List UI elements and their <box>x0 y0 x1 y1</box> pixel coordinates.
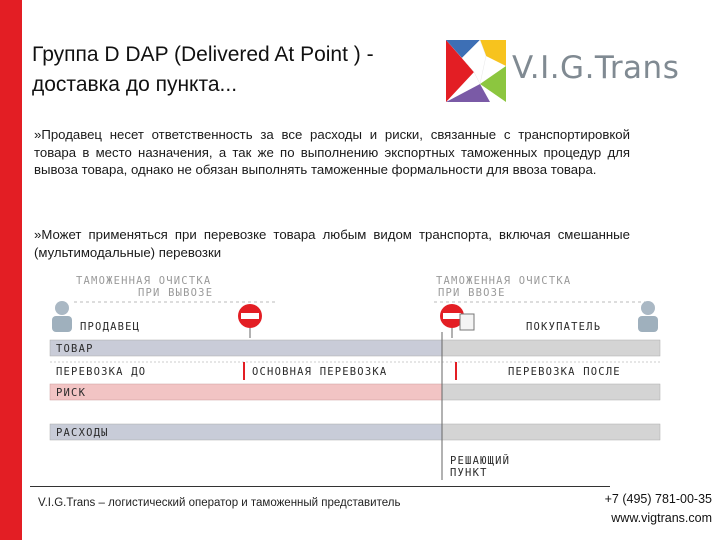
risk-band-buyer <box>442 384 660 400</box>
on-carriage-label: ПЕРЕВОЗКА ПОСЛЕ <box>508 366 621 378</box>
footer-company-tagline: V.I.G.Trans – логистический оператор и таможенный представитель <box>38 497 401 509</box>
costs-band-seller <box>50 424 442 440</box>
paragraph-transport-modes: »Может применяться при перевозке товара любым видом транспорта, включая смешанные (мультимодальные) перевозки <box>34 227 630 260</box>
export-stop-sign-icon <box>238 304 262 338</box>
left-accent-bar <box>0 0 22 540</box>
costs-band-buyer <box>442 424 660 440</box>
seller-label: ПРОДАВЕЦ <box>80 321 141 333</box>
logo-wordmark: V.I.G.Trans <box>512 50 680 86</box>
footer-website-link[interactable]: www.vigtrans.com <box>611 511 712 525</box>
logo-mark-icon <box>440 36 510 108</box>
title-line-2: доставка до пункта... <box>32 73 238 96</box>
goods-label: ТОВАР <box>56 343 94 355</box>
pre-carriage-label: ПЕРЕВОЗКА ДО <box>56 366 147 378</box>
footer-phone[interactable]: +7 (495) 781-00-35 <box>604 492 712 506</box>
buyer-person-icon <box>638 301 658 332</box>
risk-band-seller <box>50 384 442 400</box>
seller-person-icon <box>52 301 72 332</box>
export-clearance-label-1: ТАМОЖЕННАЯ ОЧИСТКА <box>76 275 212 287</box>
buyer-label: ПОКУПАТЕЛЬ <box>526 321 602 333</box>
costs-label: РАСХОДЫ <box>56 427 109 439</box>
dap-diagram <box>28 268 672 484</box>
decisive-point-label-1: РЕШАЮЩИЙ <box>450 455 511 467</box>
slide-title <box>32 40 432 100</box>
main-carriage-label: ОСНОВНАЯ ПЕРЕВОЗКА <box>252 366 388 378</box>
decisive-point-label-2: ПУНКТ <box>450 467 488 479</box>
export-clearance-label-2: ПРИ ВЫВОЗЕ <box>138 287 214 299</box>
goods-band-buyer <box>442 340 660 356</box>
goods-band-seller <box>50 340 442 356</box>
import-stop-sign-icon <box>440 304 474 338</box>
import-clearance-label-1: ТАМОЖЕННАЯ ОЧИСТКА <box>436 275 572 287</box>
title-line-1: Группа D DAP (Delivered At Point ) - <box>32 43 374 66</box>
risk-label: РИСК <box>56 387 87 399</box>
company-logo <box>440 36 680 108</box>
import-clearance-label-2: ПРИ ВВОЗЕ <box>438 287 506 299</box>
footer-divider <box>30 486 610 487</box>
paragraph-seller-responsibility: »Продавец несет ответственность за все расходы и риски, связанные с транспортировкой товара в место назначения, а так же по выполнению экспортных таможенных процедур для вывоза товара, однако не обязан выполнять таможенные формальности для ввоза товара. <box>34 127 630 177</box>
